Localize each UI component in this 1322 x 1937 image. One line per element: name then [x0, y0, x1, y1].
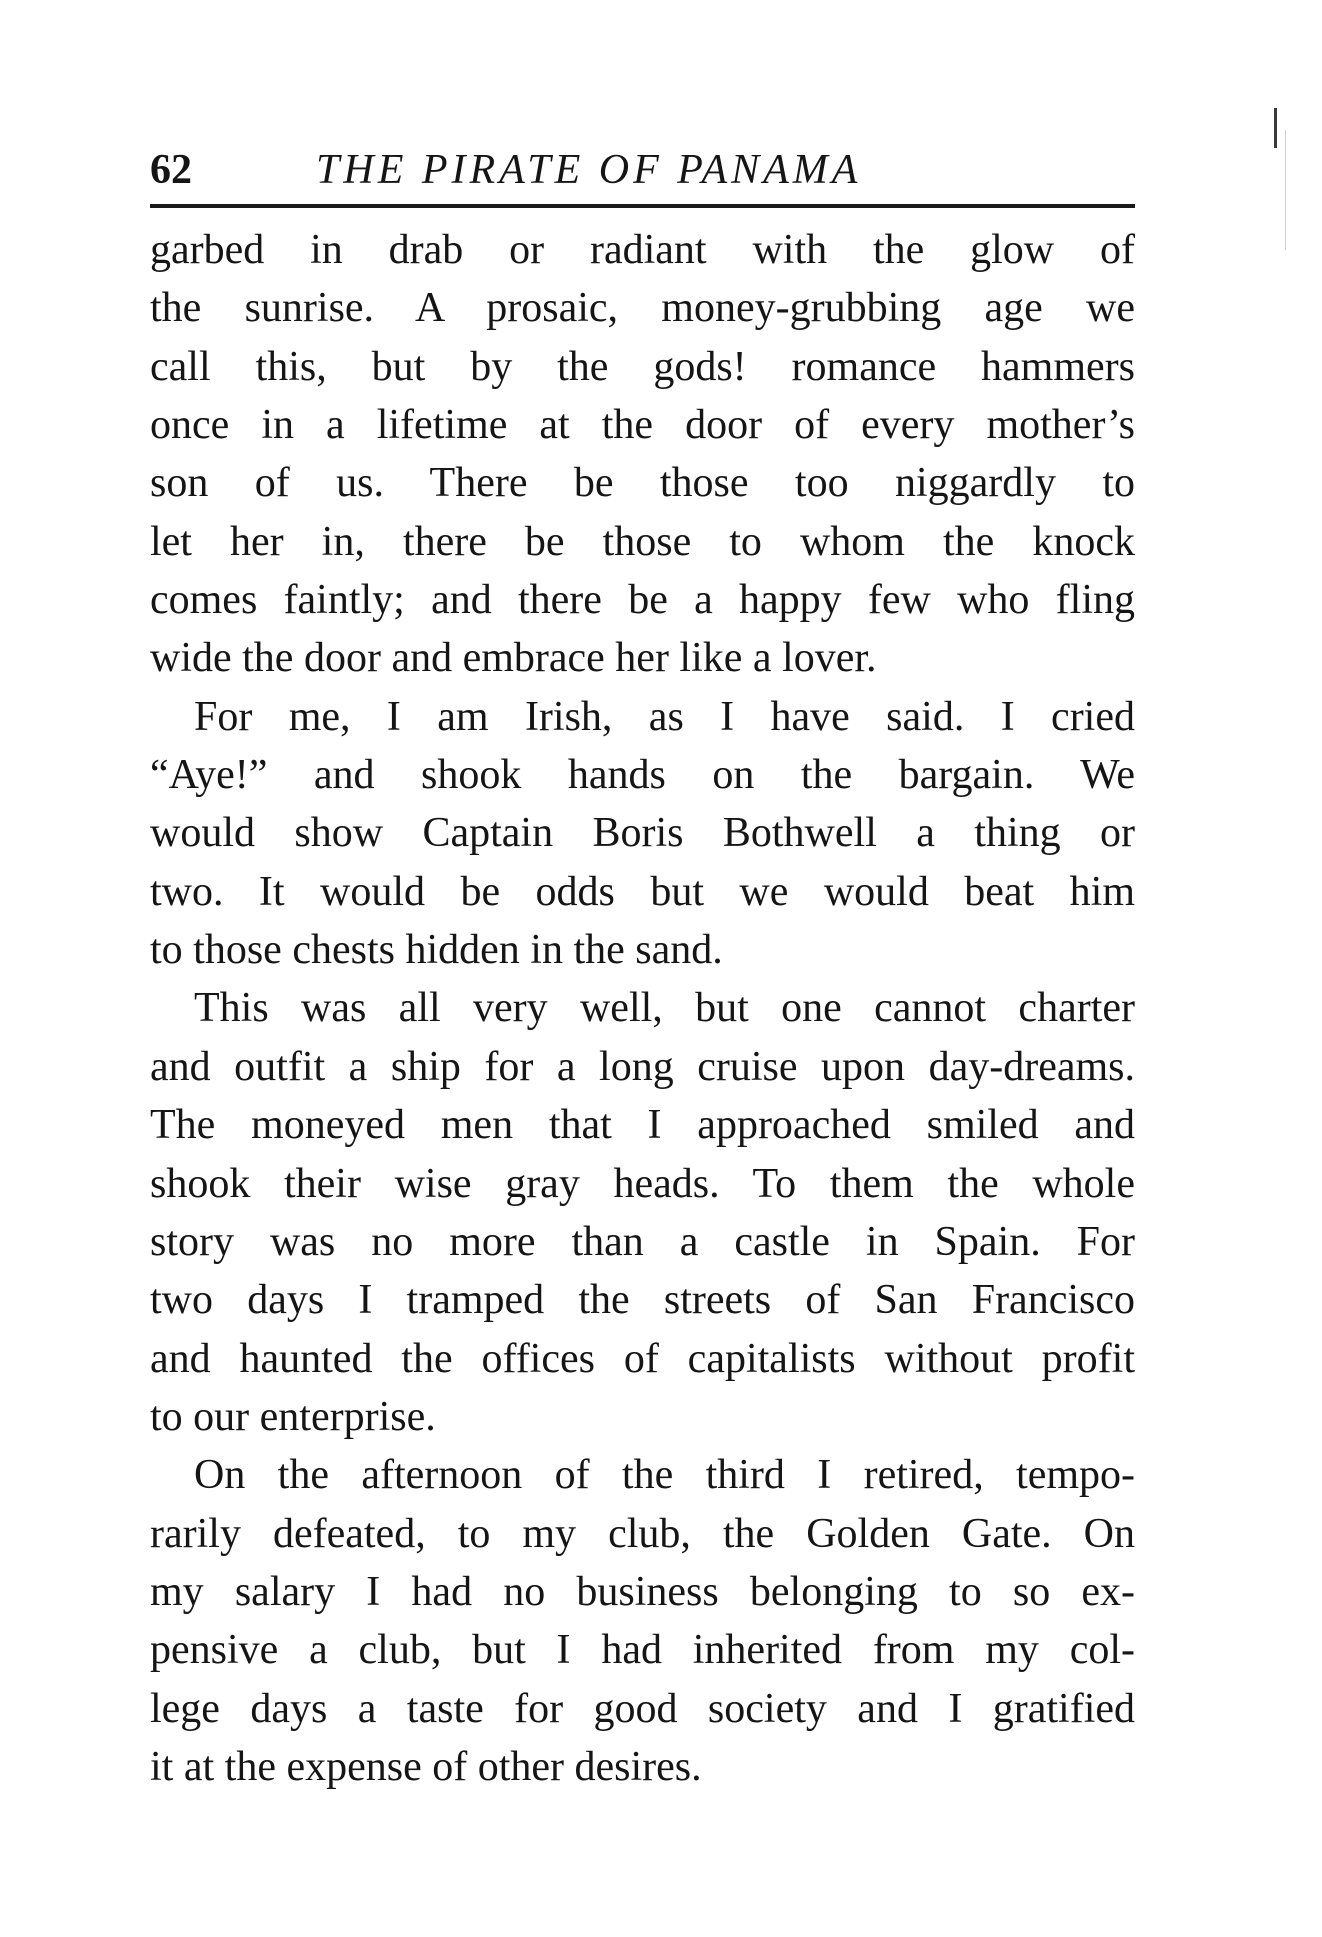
margin-shadow: [1285, 130, 1286, 250]
text-line: to those chests hidden in the sand.: [150, 927, 723, 974]
text-line: and outfit a ship for a long cruise upon day-dreams.: [150, 1043, 1135, 1090]
text-line: “Aye!” and shook hands on the bargain. We: [150, 752, 1135, 799]
text-line: call this, but by the gods! romance hammers: [150, 343, 1135, 390]
text-line: comes faintly; and there be a happy few who fling: [150, 577, 1135, 624]
header-rule: [150, 204, 1135, 208]
text-line: garbed in drab or radiant with the glow of: [150, 227, 1135, 273]
text-line: the sunrise. A prosaic, money-grubbing age we: [150, 285, 1135, 332]
text-line: pensive a club, but I had inherited from my col-: [150, 1627, 1135, 1674]
text-line: two. It would be odds but we would beat him: [150, 868, 1135, 915]
margin-mark: [1274, 108, 1277, 148]
text-line: son of us. There be those too niggardly to: [150, 460, 1135, 507]
text-line: rarily defeated, to my club, the Golden Gate. On: [150, 1510, 1135, 1557]
text-line: and haunted the offices of capitalists without profit: [150, 1335, 1135, 1382]
text-line: two days I tramped the streets of San Francisco: [150, 1277, 1135, 1324]
text-line: This was all very well, but one cannot charter: [194, 985, 1135, 1032]
text-line: lege days a taste for good society and I gratified: [150, 1685, 1135, 1732]
running-head: [150, 142, 1135, 198]
text-line: once in a lifetime at the door of every mother’s: [150, 402, 1135, 449]
text-line: The moneyed men that I approached smiled and: [150, 1102, 1135, 1149]
text-line: For me, I am Irish, as I have said. I cried: [194, 693, 1135, 740]
text-line: to our enterprise.: [150, 1393, 436, 1440]
text-line: my salary I had no business belonging to so ex-: [150, 1568, 1135, 1615]
text-line: would show Captain Boris Bothwell a thing or: [150, 810, 1135, 857]
page-number: 62: [150, 147, 192, 193]
text-line: shook their wise gray heads. To them the whole: [150, 1160, 1135, 1207]
text-line: it at the expense of other desires.: [150, 1743, 702, 1790]
body-text: [150, 221, 1135, 1796]
text-line: On the afternoon of the third I retired, tempo-: [194, 1452, 1135, 1499]
text-line: let her in, there be those to whom the knock: [150, 518, 1135, 565]
text-line: story was no more than a castle in Spain. For: [150, 1218, 1135, 1265]
text-line: wide the door and embrace her like a lover.: [150, 635, 877, 682]
running-title: THE PIRATE OF PANAMA: [316, 147, 862, 193]
